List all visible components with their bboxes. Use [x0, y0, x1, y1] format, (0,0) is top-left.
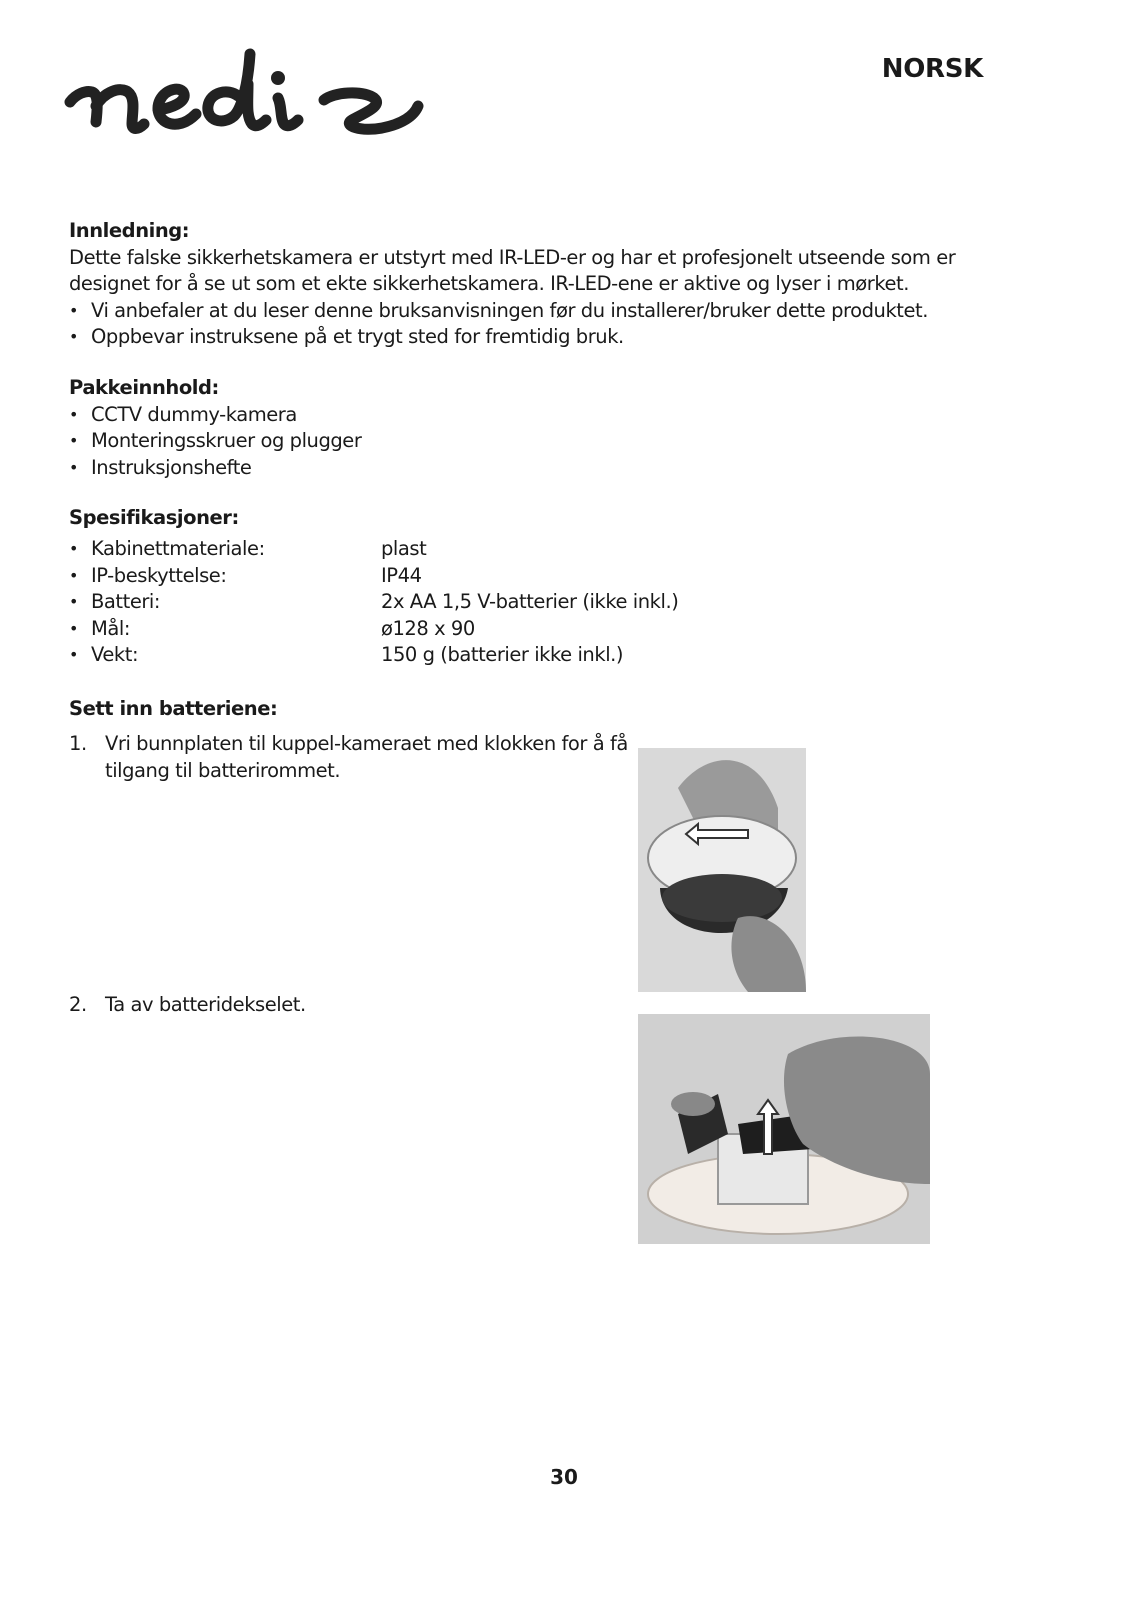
package-list	[69, 402, 969, 482]
step-text: Vri bunnplaten til kuppel-kameraet med klokken for å få tilgang til batterirommet.	[105, 732, 628, 782]
spec-row	[69, 589, 969, 616]
list-item: • Instruksjonshefte	[69, 455, 969, 482]
remove-cover-photo	[638, 1014, 930, 1244]
step-number: 2.	[69, 993, 87, 1016]
intro-heading: Innledning:	[69, 219, 190, 242]
spec-row	[69, 563, 969, 590]
list-item: • Oppbevar instruksene på et trygt sted for fremtidig bruk.	[69, 324, 969, 351]
spec-label: • Kabinettmateriale:	[91, 536, 265, 560]
step-number: 1.	[69, 732, 87, 755]
spec-value: 2x AA 1,5 V-batterier (ikke inkl.)	[381, 590, 679, 614]
list-item: • Monteringsskruer og plugger	[69, 428, 969, 455]
nedis-logo	[62, 44, 432, 144]
list-item: • Vi anbefaler at du leser denne bruksanvisningen før du installerer/bruker dette produktet.	[69, 298, 969, 325]
intro-bullets	[69, 298, 969, 351]
spec-row	[69, 642, 969, 669]
step-text: Ta av batteridekselet.	[105, 993, 306, 1016]
spec-label: • Vekt:	[91, 643, 139, 667]
rotate-base-photo	[638, 748, 806, 992]
step-1	[69, 731, 629, 784]
spec-label: • Batteri:	[91, 590, 161, 614]
step-2	[69, 992, 629, 1019]
main-content	[69, 218, 969, 693]
package-heading: Pakkeinnhold:	[69, 375, 219, 399]
list-item: • CCTV dummy-kamera	[69, 402, 969, 429]
page-number: 30	[550, 1465, 578, 1489]
spec-value: IP44	[381, 563, 422, 587]
spec-label: • IP-beskyttelse:	[91, 563, 227, 587]
spec-row	[69, 616, 969, 643]
specs-list	[69, 536, 969, 669]
battery-heading: Sett inn batteriene:	[69, 697, 278, 720]
spec-label: • Mål:	[91, 616, 130, 640]
intro-section	[69, 218, 969, 351]
spec-row	[69, 536, 969, 563]
specs-section	[69, 505, 969, 669]
package-section	[69, 375, 969, 481]
spec-value: plast	[381, 536, 427, 560]
language-label: NORSK	[881, 54, 983, 84]
spec-value: ø128 x 90	[381, 616, 475, 640]
specs-heading: Spesifikasjoner:	[69, 506, 239, 530]
spec-value: 150 g (batterier ikke inkl.)	[381, 643, 624, 667]
intro-text: Dette falske sikkerhetskamera er utstyrt med IR-LED-er og har et profesjonelt utseende som er designet for å se ut som et ekte sikkerhetskamera. IR-LED-ene er aktive og lyser i mørket.	[69, 245, 956, 296]
